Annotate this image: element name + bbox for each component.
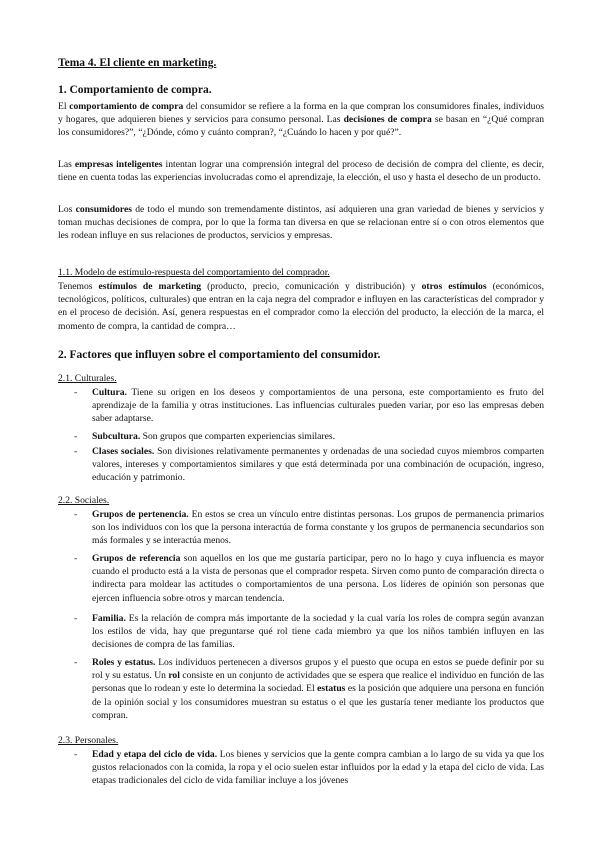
subsection-1-1-heading: 1.1. Modelo de estímulo-respuesta del comportamiento del comprador. [58,267,330,278]
section-1-heading: 1. Comportamiento de compra. [58,84,212,96]
list-item-text: Roles y estatus. Los individuos pertenecen a diversos grupos y el puesto que ocupa en estos se puede definir por su rol y su estatus. Un rol consiste en un conjunto de actividades que se espera que realice el individuo en función de las personas que lo rodean y este lo determina la sociedad. El estatus es la posición que adquiere una persona en función de la opinión social y los consumidores muestran su estatus o el que les gustaría tener mediante los productos que compran. [92,657,545,721]
list-dash: - [74,553,78,564]
paragraph-estimulos: Tenemos estímulos de marketing (producto, precio, comunicación y distribución) y otros estímulos (económicos, tecnológicos, políticos, culturales) que entran en la caja negra del comprador e influyen en las características del comprador y en el proceso de decisión. Así, genera respuestas en el comprador como la elección del producto, la elección de la marca, el momento de compra, la cantidad de compra… [58,281,544,332]
list-dash: - [74,446,78,457]
subsection-2-1-heading: 2.1. Culturales. [58,373,117,384]
list-item-text: Familia. Es la relación de compra más importante de la sociedad y la cual varía los roles de compra según avanzan los estilos de vida, hay que preguntarse qué rol tiene cada miembro ya que los niños también influyen en las decisiones de compra de las familias. [92,613,544,651]
list-item-text: Subcultura. Son grupos que comparten experiencias similares. [92,431,336,442]
list-dash: - [74,613,78,624]
document-title: Tema 4. El cliente en marketing. [58,57,217,69]
section-2-heading: 2. Factores que influyen sobre el comportamiento del consumidor. [58,349,381,361]
list-dash: - [74,749,78,760]
list-item-text: Grupos de pertenencia. En estos se crea un vínculo entre distintas personas. Los grupos de permanencia primarios son los individuos con los que la persona interactúa de forma constante y los grupos de permanencia secundarios son más formales y se interactúa menos. [92,509,544,547]
list-item-text: Cultura. Tiene su origen en los deseos y comportamientos de una persona, este comportamiento es fruto del aprendizaje de la familia y otras instituciones. Las influencias culturales pueden variar, por eso las empresas deben saber adaptarse. [92,387,544,425]
list-dash: - [74,657,78,668]
paragraph-empresas: Las empresas inteligentes intentan lograr una comprensión integral del proceso de decisión de compra del cliente, es decir, tiene en cuenta todas las experiencias involucradas como el aprendizaje, la elección, el uso y hasta el desecho de un producto. [58,159,544,184]
list-dash: - [74,509,78,520]
list-item-text: Grupos de referencia son aquellos en los que me gustaría participar, pero no lo hago y cuya influencia es mayor cuando el producto está a la vista de personas que el comprador respeta. Sirven como punto de comparación directa o indirecta para moldear las actitudes o comportamientos de una persona. Los líderes de opinión son personas que ejercen influencia sobre otros y marcan tendencia. [92,553,544,604]
list-dash: - [74,431,78,442]
paragraph-comportamiento: El comportamiento de compra del consumidor se refiere a la forma en la que compran los consumidores finales, individuos y hogares, que adquieren bienes y servicios para consumo personal. Las decisiones de compra se basan en “¿Qué compran los consumidores?”, “¿Dónde, cómo y cuánto compran?, “¿Cuándo lo hacen y por qué?”. [58,101,545,139]
list-item-text: Edad y etapa del ciclo de vida. Los bienes y servicios que la gente compra cambian a lo largo de su vida ya que los gustos relacionados con la comida, la ropa y el ocio suelen estar influidos por la edad y la etapa del ciclo de vida. Las etapas tradicionales del ciclo de vida familiar incluye a los jóvenes [92,749,544,787]
subsection-2-3-heading: 2.3. Personales. [58,735,119,746]
list-dash: - [74,387,78,398]
list-item-text: Clases sociales. Son divisiones relativamente permanentes y ordenadas de una sociedad cuyos miembros comparten valores, intereses y comportamientos similares y que está determinada por una combinación de ocupación, ingreso, educación y patrimonio. [92,446,544,484]
subsection-2-2-heading: 2.2. Sociales. [58,495,110,506]
paragraph-consumidores: Los consumidores de todo el mundo son tremendamente distintos, así adquieren una gran variedad de bienes y servicios y toman muchas decisiones de compra, por lo que la forma tan diversa en que se relacionan entre sí o con otros elementos que les rodean influye en sus relaciones de productos, servicios y empresas. [58,204,545,242]
